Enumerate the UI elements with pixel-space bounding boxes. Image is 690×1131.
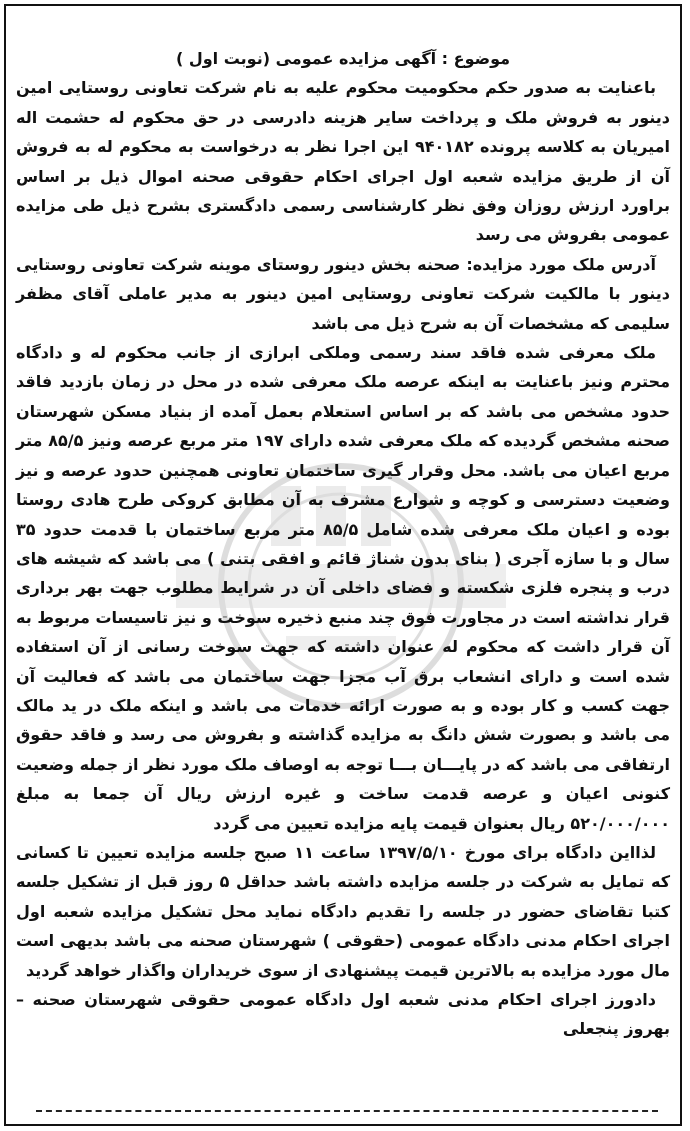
notice-body: [16, 44, 670, 1044]
notice-subject: موضوع : آگهی مزایده عمومی (نوبت اول ): [175, 49, 510, 68]
notice-paragraph-signature: دادورز اجرای احکام مدنی شعبه اول دادگاه عمومی حقوقی شهرستان صحنه –بهروز پنجعلی: [16, 990, 670, 1039]
bottom-dashed-divider: [36, 1110, 658, 1112]
notice-paragraph-property: ملک معرفی شده فاقد سند رسمی وملکی ابرازی از جانب محکوم له و دادگاه محترم ونیز باعنایت به اینکه عرصه ملک معرفی شده در محل در زمان بازدید فاقد حدود مشخص می باشد که بر اساس استعلام بعمل آمده از بنیاد مسکن شهرستان صحنه مشخص گردیده که ملک معرفی شده دارای ۱۹۷ متر مربع عرصه ونیز ۸۵/۵ متر مربع اعیان می باشد. محل وقرار گیری ساختمان تعاونی همچنین حدود عرصه و نیز وضعیت دسترسی و کوچه و شوارع مشرف به آن مطابق کروکی طرح هادی روستا بوده و اعیان ملک معرفی شده شامل ۸۵/۵ متر مربع ساختمان با قدمت حدود ۳۵ سال و با سازه آجری ( بنای بدون شناژ قائم و افقی بتنی ) می باشد که شیشه های درب و پنجره فلزی شکسته و فضای داخلی آن در شرایط مطلوب جهت بهر برداری قرار نداشته است در مجاورت فوق چند منبع ذخیره سوخت و نیز تاسیسات مربوط به آن قرار داشت که محکوم له عنوان داشته که جهت سوخت رسانی از آن استفاده شده است و دارای انشعاب برق آب مجزا جهت ساختمان می باشد که فعالیت آن جهت کسب و کار بوده و به صورت ارائه خدمات می باشد و اینکه ملک در ید مالک می باشد و بصورت شش دانگ به مزایده گذاشته و بفروش می رسد و فاقد حقوق ارتفاقی می باشد که در پایـــان بـــا توجه به اوصاف ملک مورد نظر از جمله وضعیت کنونی اعیان و عرصه قدمت ساخت و غیره ارزش ریال آن جمعا به مبلغ ۵۲۰/۰۰۰/۰۰۰ ریال بعنوان قیمت پایه مزایده تعیین می گردد: [16, 343, 671, 833]
notice-paragraph-session: لذااین دادگاه برای مورخ ۱۳۹۷/۵/۱۰ ساعت ۱۱ صبح جلسه مزایده تعیین تا کسانی که تمایل به شرکت در جلسه مزایده داشته باشد حداقل ۵ روز قبل از تشکیل جلسه کتبا تقاضای حضور در جلسه را تقدیم دادگاه نماید محل تشکیل مزایده شعبه اول اجرای احکام مدنی دادگاه عمومی (حقوقی ) شهرستان صحنه می باشد بدیهی است مال مورد مزایده به بالاترین قیمت پیشنهادی از سوی خریداران واگذار خواهد گردید: [16, 842, 671, 980]
notice-frame: [4, 4, 682, 1126]
notice-paragraph-intro: باعنایت به صدور حکم محکومیت محکوم علیه به نام شرکت تعاونی روستایی امین دینور به فروش ملک و پرداخت سایر هزینه دادرسی در حق محکوم له حشمت اله امیریان به کلاسه پرونده ۹۴۰۱۸۲ این اجرا نظر به درخواست به محکوم له به فروش آن از طریق مزایده شعبه اول اجرای احکام حقوقی صحنه اموال ذیل بر اساس براورد ارزش روزان وفق نظر کارشناسی رسمی دادگستری بشرح ذیل طی مزایده عمومی بفروش می رسد: [16, 78, 671, 245]
notice-paragraph-address: آدرس ملک مورد مزایده: صحنه بخش دینور روستای موینه شرکت تعاونی روستایی دینور با مالکیت شرکت تعاونی روستایی امین دینور به مدیر عاملی آقای مظفر سلیمی که مشخصات آن به شرح ذیل می باشد: [16, 254, 670, 333]
